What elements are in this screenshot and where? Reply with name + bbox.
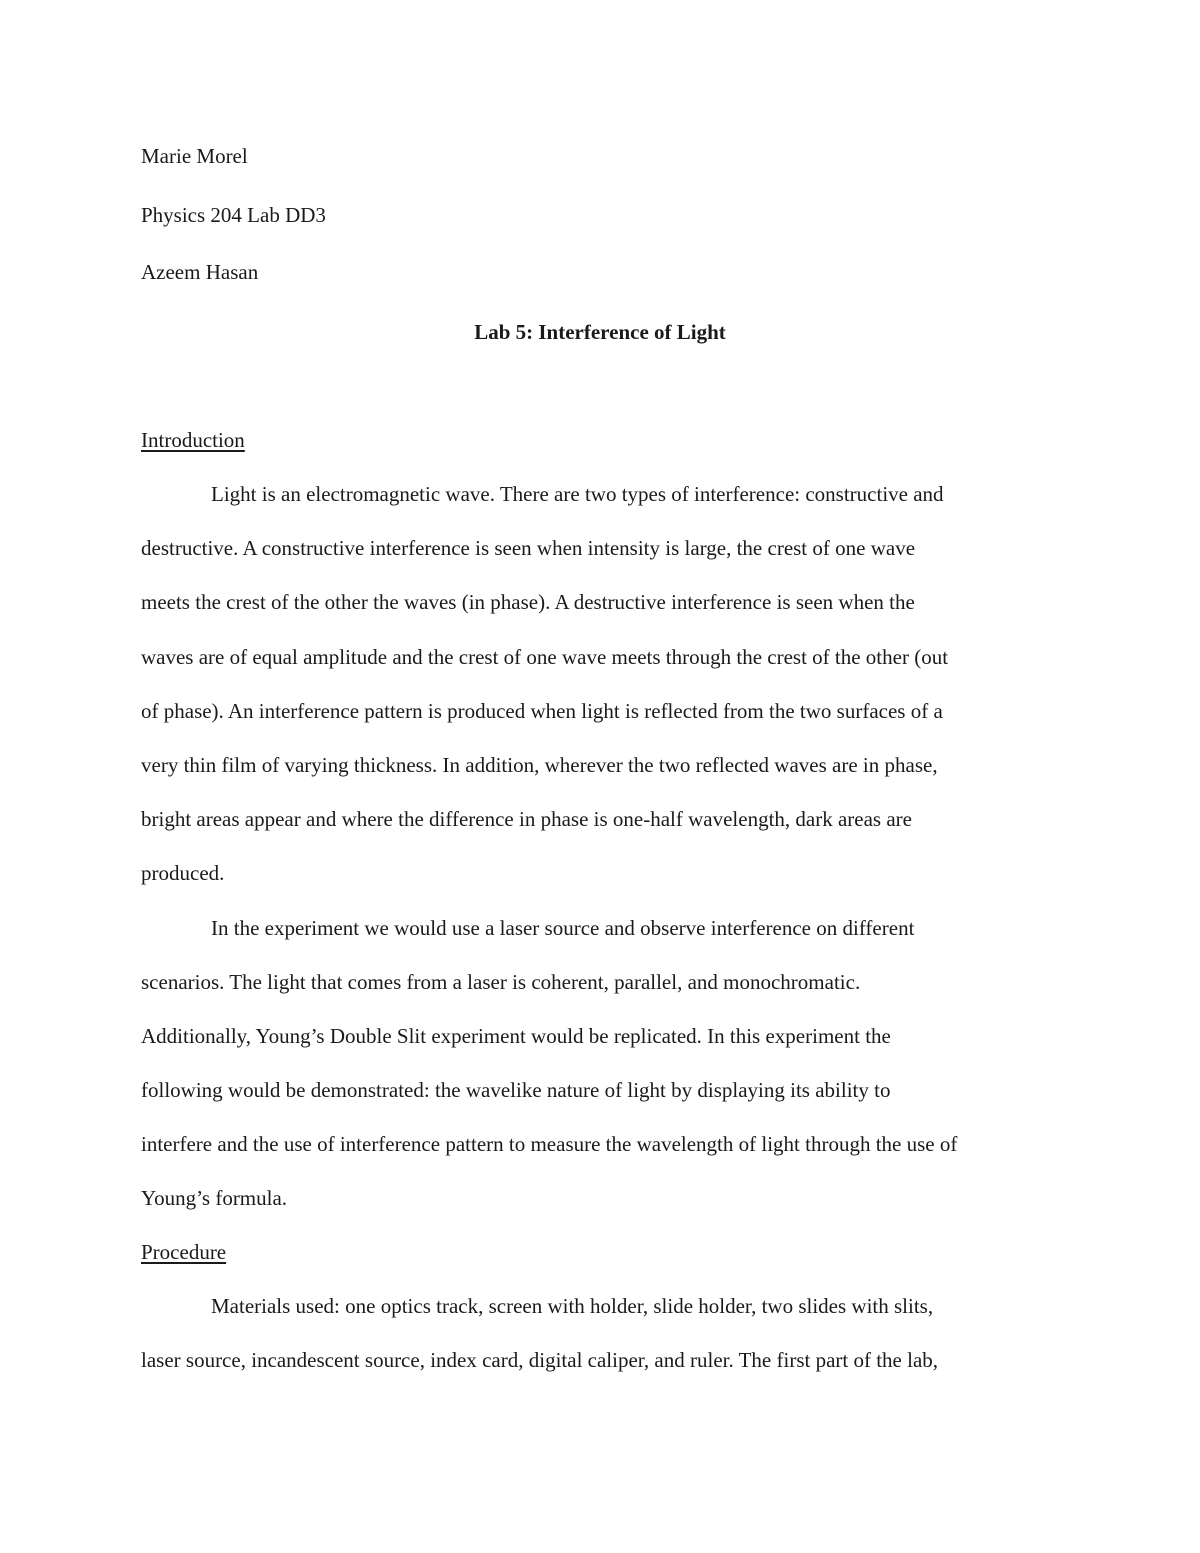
paragraph-line: laser source, incandescent source, index card, digital caliper, and ruler. The first part of the lab, [141, 1348, 939, 1372]
student-name: Marie Morel [141, 144, 248, 168]
document-title: Lab 5: Interference of Light [474, 320, 726, 344]
paragraph-line: of phase). An interference pattern is produced when light is reflected from the two surfaces of a [141, 699, 943, 723]
section-heading-introduction: Introduction [141, 428, 245, 452]
paragraph-line: interfere and the use of interference pattern to measure the wavelength of light through the use of [141, 1132, 958, 1156]
paragraph-line: In the experiment we would use a laser source and observe interference on different [211, 916, 915, 940]
paragraph-line: produced. [141, 861, 225, 885]
paragraph-line: Young’s formula. [141, 1186, 288, 1210]
instructor-name: Azeem Hasan [141, 260, 259, 284]
paragraph-line: Light is an electromagnetic wave. There are two types of interference: constructive and [211, 482, 944, 506]
course-name: Physics 204 Lab DD3 [141, 203, 326, 227]
paragraph-line: Additionally, Young’s Double Slit experiment would be replicated. In this experiment the [141, 1024, 891, 1048]
paragraph-line: Materials used: one optics track, screen with holder, slide holder, two slides with slits, [211, 1294, 934, 1318]
paragraph-line: following would be demonstrated: the wavelike nature of light by displaying its ability to [141, 1078, 891, 1102]
paragraph-line: bright areas appear and where the difference in phase is one-half wavelength, dark areas are [141, 807, 912, 831]
paragraph-line: meets the crest of the other the waves (in phase). A destructive interference is seen when the [141, 590, 915, 614]
paragraph-line: scenarios. The light that comes from a laser is coherent, parallel, and monochromatic. [141, 970, 861, 994]
paragraph-line: very thin film of varying thickness. In addition, wherever the two reflected waves are in phase, [141, 753, 938, 777]
section-heading-procedure: Procedure [141, 1240, 227, 1264]
paragraph-line: waves are of equal amplitude and the crest of one wave meets through the crest of the other (out [141, 645, 949, 669]
paragraph-line: destructive. A constructive interference is seen when intensity is large, the crest of one wave [141, 536, 916, 560]
